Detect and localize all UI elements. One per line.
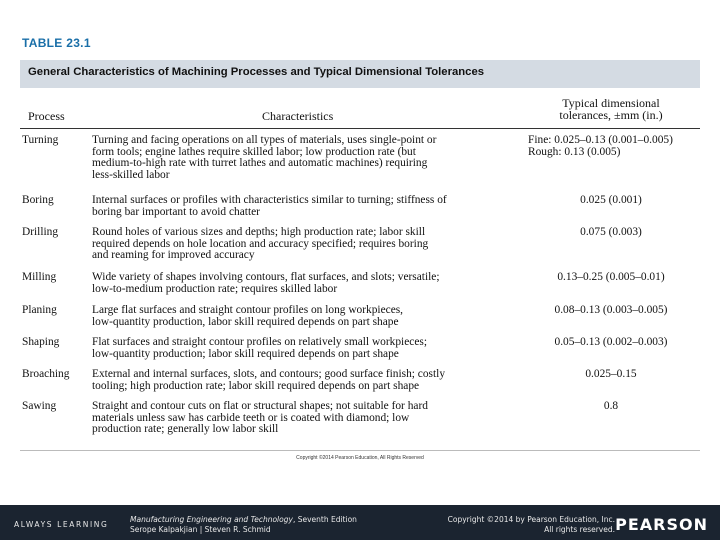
header-divider <box>20 128 700 129</box>
process-tolerance <box>522 195 700 207</box>
column-header-process: Process <box>28 109 65 123</box>
tolerance-line: Fine: 0.025–0.13 (0.001–0.005) <box>528 134 673 146</box>
characteristics-line: medium-to-high rate with turret lathes and automatic machines) requiring <box>92 157 428 170</box>
process-tolerance <box>522 305 700 317</box>
tolerance-line: 0.8 <box>603 400 619 412</box>
book-title: Manufacturing Engineering and Technology <box>130 515 293 524</box>
table-bottom-divider <box>20 450 700 451</box>
characteristics-line: required depends on hole location and accuracy specified; requires boring <box>92 237 429 250</box>
process-characteristics <box>92 337 522 360</box>
pearson-logo: PEARSON <box>615 515 708 534</box>
column-header-characteristics: Characteristics <box>262 109 334 123</box>
characteristics-line: Flat surfaces and straight contour profiles on relatively small workpieces; <box>92 336 427 348</box>
tolerance-line: 0.075 (0.003) <box>580 226 642 238</box>
process-tolerance <box>522 369 700 381</box>
characteristics-line: Turning and facing operations on all types of materials, uses single-point or <box>92 134 437 146</box>
characteristics-line: tooling; high production rate; labor skill required depends on part shape <box>92 379 420 392</box>
process-tolerance <box>528 135 706 158</box>
characteristics-line: low-quantity production; labor skill required depends on part shape <box>92 347 399 360</box>
table-title: General Characteristics of Machining Processes and Typical Dimensional Tolerances <box>20 60 700 88</box>
characteristics-line: low-to-medium production rate; requires skilled labor <box>92 282 338 295</box>
characteristics-line: low-quantity production, labor skill required depends on part shape <box>92 315 399 328</box>
book-edition: , Seventh Edition <box>292 515 357 524</box>
tolerance-line: 0.05–0.13 (0.002–0.003) <box>554 336 668 348</box>
characteristics-line: form tools; engine lathes require skilled labor; low production rate (but <box>92 145 416 158</box>
column-header-tolerance-line2: tolerances, ±mm (in.) <box>559 108 663 122</box>
characteristics-line: less-skilled labor <box>92 168 170 181</box>
process-tolerance <box>522 337 700 349</box>
copyright-line: Copyright ©2014 by Pearson Education, Inc. <box>447 515 615 524</box>
characteristics-line: Wide variety of shapes involving contours, flat surfaces, and slots; versatile; <box>92 271 440 283</box>
process-name: Milling <box>22 271 57 283</box>
process-name: Planing <box>22 304 57 316</box>
process-characteristics <box>92 195 522 218</box>
process-tolerance <box>522 227 700 239</box>
table-label: TABLE 23.1 <box>22 36 91 50</box>
process-characteristics <box>92 227 522 262</box>
process-tolerance <box>522 272 700 284</box>
footer-copyright <box>448 515 615 535</box>
characteristics-line: Large flat surfaces and straight contour profiles on long workpieces, <box>92 304 404 316</box>
process-characteristics <box>92 305 522 328</box>
process-name: Sawing <box>22 400 57 412</box>
characteristics-line: materials unless saw has carbide teeth or is coated with diamond; low <box>92 411 410 424</box>
characteristics-line: Round holes of various sizes and depths; high production rate; labor skill <box>92 226 426 238</box>
footer-bar <box>0 505 720 540</box>
book-citation <box>130 515 357 535</box>
characteristics-line: Internal surfaces or profiles with characteristics similar to turning; stiffness of <box>92 194 447 206</box>
process-name: Boring <box>22 194 54 206</box>
process-name: Shaping <box>22 336 60 348</box>
tolerance-line: 0.13–0.25 (0.005–0.01) <box>557 271 665 283</box>
characteristics-line: boring bar important to avoid chatter <box>92 205 260 218</box>
tolerance-line: Rough: 0.13 (0.005) <box>528 145 621 158</box>
image-copyright: Copyright ©2014 Pearson Education, All Rights Reserved <box>296 455 424 461</box>
characteristics-line: Straight and contour cuts on flat or structural shapes; not suitable for hard <box>92 400 428 412</box>
characteristics-line: production rate; generally low labor skill <box>92 423 279 436</box>
characteristics-line: and reaming for improved accuracy <box>92 249 255 262</box>
column-header-tolerance-line1: Typical dimensional <box>562 96 660 110</box>
book-authors: Serope Kalpakjian | Steven R. Schmid <box>130 525 271 534</box>
process-name: Turning <box>22 134 59 146</box>
process-characteristics <box>92 272 522 295</box>
process-characteristics <box>92 369 522 392</box>
process-name: Broaching <box>22 368 70 380</box>
process-characteristics <box>92 401 522 436</box>
process-name: Drilling <box>22 226 59 238</box>
tolerance-line: 0.08–0.13 (0.003–0.005) <box>554 304 668 316</box>
characteristics-line: External and internal surfaces, slots, and contours; good surface finish; costly <box>92 368 446 380</box>
process-characteristics <box>92 135 522 181</box>
tolerance-line: 0.025–0.15 <box>585 368 637 380</box>
always-learning-tagline: ALWAYS LEARNING <box>14 520 109 529</box>
process-tolerance <box>522 401 700 413</box>
copyright-line: All rights reserved. <box>544 525 615 534</box>
tolerance-line: 0.025 (0.001) <box>580 194 642 206</box>
